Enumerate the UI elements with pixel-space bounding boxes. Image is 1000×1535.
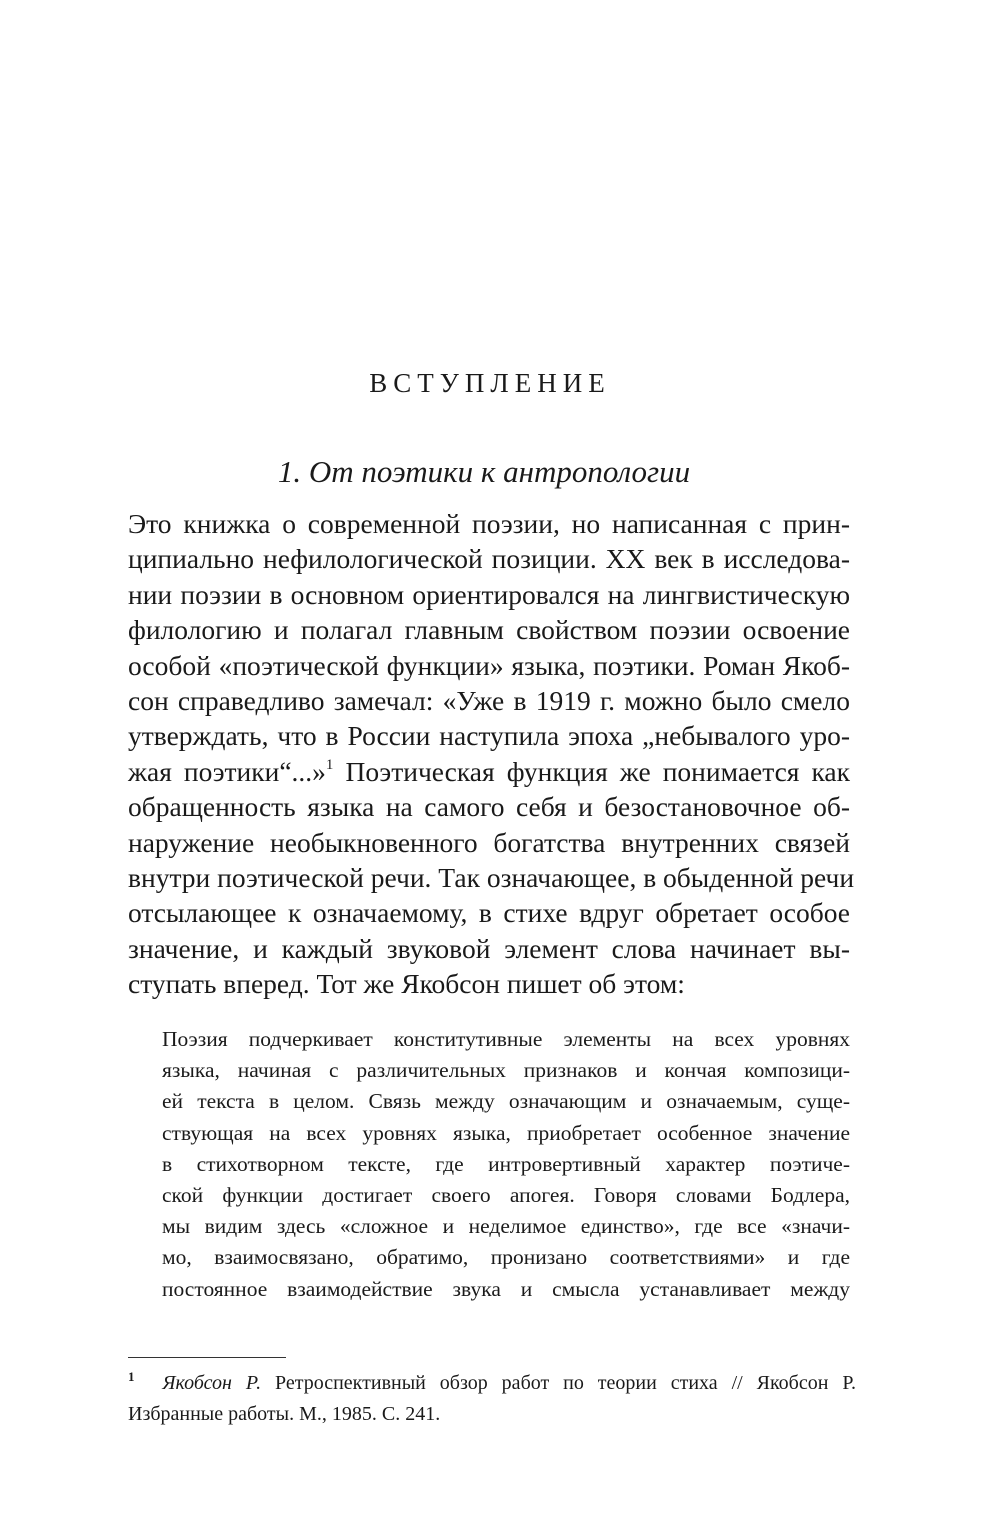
section-title: 1. От поэтики к антропологии — [277, 454, 691, 489]
block-quote — [162, 1024, 850, 1305]
quote-line: постоянное взаимодействие звука и смысла устанавливает между — [162, 1276, 850, 1301]
body-line: сон справедливо замечал: «Уже в 1919 г. можно было смело — [128, 684, 850, 716]
body-line: ступать вперед. Тот же Якобсон пишет об этом: — [128, 968, 685, 1000]
body-line: обращенность языка на самого себя и безостановочное об- — [128, 791, 850, 823]
footnote-divider — [128, 1357, 286, 1358]
quote-line: мы видим здесь «сложное и неделимое единство», где все «значи- — [162, 1214, 850, 1239]
footnote-author: Якобсон Р. — [162, 1372, 262, 1394]
quote-line: в стихотворном тексте, где интровертивный характер поэтиче- — [162, 1151, 850, 1176]
footnote-citation: Ретроспективный обзор работ по теории стиха // Якобсон Р. — [261, 1372, 856, 1394]
footnote — [128, 1368, 856, 1430]
body-line-with-footnote — [128, 754, 850, 789]
body-line: ципиально нефилологической позиции. XX век в исследова- — [128, 543, 850, 575]
body-line: филологию и полагал главным свойством поэзии освоение — [128, 614, 850, 646]
body-line: утверждать, что в России наступила эпоха „небывалого уро- — [128, 720, 850, 752]
body-line-end: Поэтическая функция же понимается как — [333, 755, 850, 787]
body-line: внутри поэтической речи. Так означающее, в обыденной речи — [128, 861, 855, 893]
body-line-start: жая поэтики“...» — [128, 755, 326, 787]
body-line: нии поэзии в основном ориентировался на лингвистическую — [128, 578, 850, 610]
footnote-reference[interactable]: 1 — [325, 756, 334, 773]
quote-line: языка, начиная с различительных признаков и кончая композици- — [162, 1058, 850, 1083]
body-line: Это книжка о современной поэзии, но написанная с прин- — [128, 508, 850, 539]
quote-line: ей текста в целом. Связь между означающим и означаемым, суще- — [162, 1089, 850, 1114]
footnote-line — [128, 1368, 856, 1399]
body-paragraph — [128, 506, 855, 1001]
footnote-number: 1 — [128, 1369, 135, 1384]
body-line: особой «поэтической функции» языка, поэтики. Роман Якоб- — [128, 649, 850, 681]
quote-line: Поэзия подчеркивает конститутивные элементы на всех уровнях — [162, 1027, 850, 1051]
body-line: отсылающее к означаемому, в стихе вдруг обретает особое — [128, 897, 850, 929]
quote-line: мо, взаимосвязано, обратимо, пронизано соответствиями» и где — [162, 1245, 850, 1270]
body-line: значение, и каждый звуковой элемент слова начинает вы- — [128, 932, 850, 964]
chapter-title: ВСТУПЛЕНИЕ — [369, 368, 611, 398]
body-line: наружение необыкновенного богатства внутренних связей — [128, 826, 850, 858]
footnote-line: Избранные работы. М., 1985. С. 241. — [128, 1403, 441, 1425]
quote-line: ствующая на всех уровнях языка, приобретает особенное значение — [162, 1120, 850, 1145]
quote-line: ской функции достигает своего апогея. Говоря словами Бодлера, — [162, 1182, 850, 1207]
